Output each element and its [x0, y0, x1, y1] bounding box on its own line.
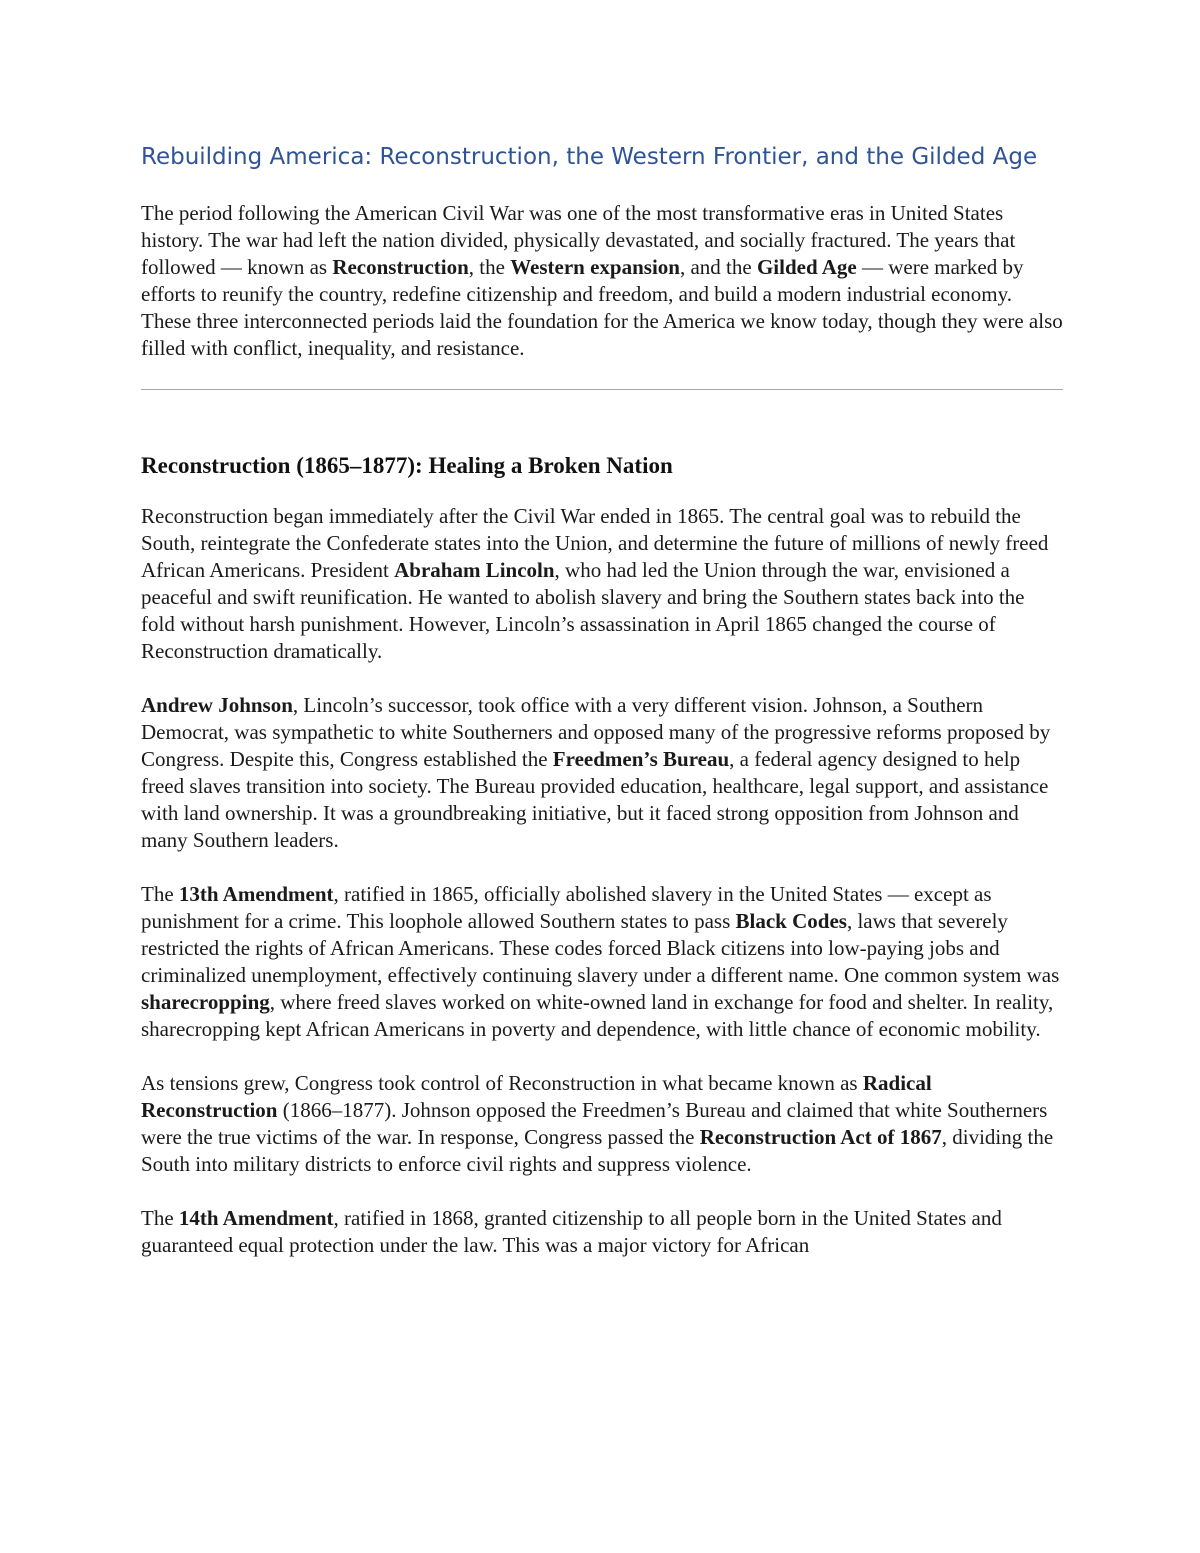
text-run: The period following the American Civil War was one of the most transformative eras in United States history. The war had left the nation divided, physically devastated, and socially fractured. The years that followed — known as [141, 201, 1016, 279]
text-run: Reconstruction began immediately after the Civil War ended in 1865. The central goal was to rebuild the South, reintegrate the Confederate states into the Union, and determine the future of millions of newly freed African Americans. President [141, 504, 1049, 582]
bold-term: 14th Amendment [178, 1206, 334, 1230]
text-run: , ratified in 1868, granted citizenship to all people born in the United States and guaranteed equal protection under the law. This was a major victory for African [141, 1206, 1002, 1257]
bold-term: Freedmen’s Bureau [552, 747, 730, 771]
horizontal-divider [141, 389, 1063, 390]
text-run: , where freed slaves worked on white-owned land in exchange for food and shelter. In reality, sharecropping kept African Americans in poverty and dependence, with little chance of economic mobility. [141, 990, 1054, 1041]
text-run: (1866–1877). Johnson opposed the Freedmen’s Bureau and claimed that white Southerners were the true victims of the war. In response, Congress passed the [141, 1098, 1048, 1149]
text-run: , ratified in 1865, officially abolished slavery in the United States — except as punishment for a crime. This loophole allowed Southern states to pass [141, 882, 992, 933]
body-paragraph [141, 1070, 1063, 1178]
bold-term: Andrew Johnson [141, 693, 293, 717]
bold-term: Gilded Age [756, 255, 857, 279]
text-run: , and the [679, 255, 757, 279]
text-run: , Lincoln’s successor, took office with a very different vision. Johnson, a Southern Democrat, was sympathetic to white Southerners and opposed many of the progressive reforms proposed by Congress. Despite this, Congress established the [141, 693, 1051, 771]
text-run: , a federal agency designed to help freed slaves transition into society. The Bureau provided education, healthcare, legal support, and assistance with land ownership. It was a groundbreaking initiative, but it faced strong opposition from Johnson and many Southern leaders. [141, 747, 1049, 852]
text-run: As tensions grew, Congress took control of Reconstruction in what became known as [141, 1071, 863, 1095]
text-run: The [141, 1206, 179, 1230]
bold-term: Reconstruction Act of 1867 [699, 1125, 942, 1149]
text-run: The [141, 882, 179, 906]
bold-term: Western expansion [510, 255, 680, 279]
document-page [141, 140, 1063, 1259]
body-paragraph [141, 692, 1063, 854]
text-run: , laws that severely restricted the rights of African Americans. These codes forced Black citizens into low-paying jobs and criminalized unemployment, effectively continuing slavery under a different name. One common system was [141, 909, 1060, 987]
bold-term: Abraham Lincoln [394, 558, 555, 582]
bold-term: Radical Reconstruction [141, 1071, 932, 1122]
text-run: — were marked by efforts to reunify the country, redefine citizenship and freedom, and build a modern industrial economy. These three interconnected periods laid the foundation for the America we know today, though they were also filled with conflict, inequality, and resistance. [141, 255, 1063, 360]
bold-term: 13th Amendment [178, 882, 334, 906]
body-paragraph [141, 881, 1063, 1043]
text-run: , the [468, 255, 511, 279]
text-run: , who had led the Union through the war, envisioned a peaceful and swift reunification. He wanted to abolish slavery and bring the Southern states back into the fold without harsh punishment. However, Lincoln’s assassination in April 1865 changed the course of Reconstruction dramatically. [141, 558, 1025, 663]
section-heading: Reconstruction (1865–1877): Healing a Broken Nation [141, 453, 673, 478]
bold-term: sharecropping [141, 990, 270, 1014]
document-title: Rebuilding America: Reconstruction, the Western Frontier, and the Gilded Age [141, 144, 1038, 170]
bold-term: Reconstruction [332, 255, 469, 279]
bold-term: Black Codes [735, 909, 847, 933]
intro-paragraph [141, 200, 1063, 362]
body-paragraph [141, 1205, 1063, 1259]
body-paragraph [141, 503, 1063, 665]
text-run: , dividing the South into military districts to enforce civil rights and suppress violence. [141, 1125, 1054, 1176]
